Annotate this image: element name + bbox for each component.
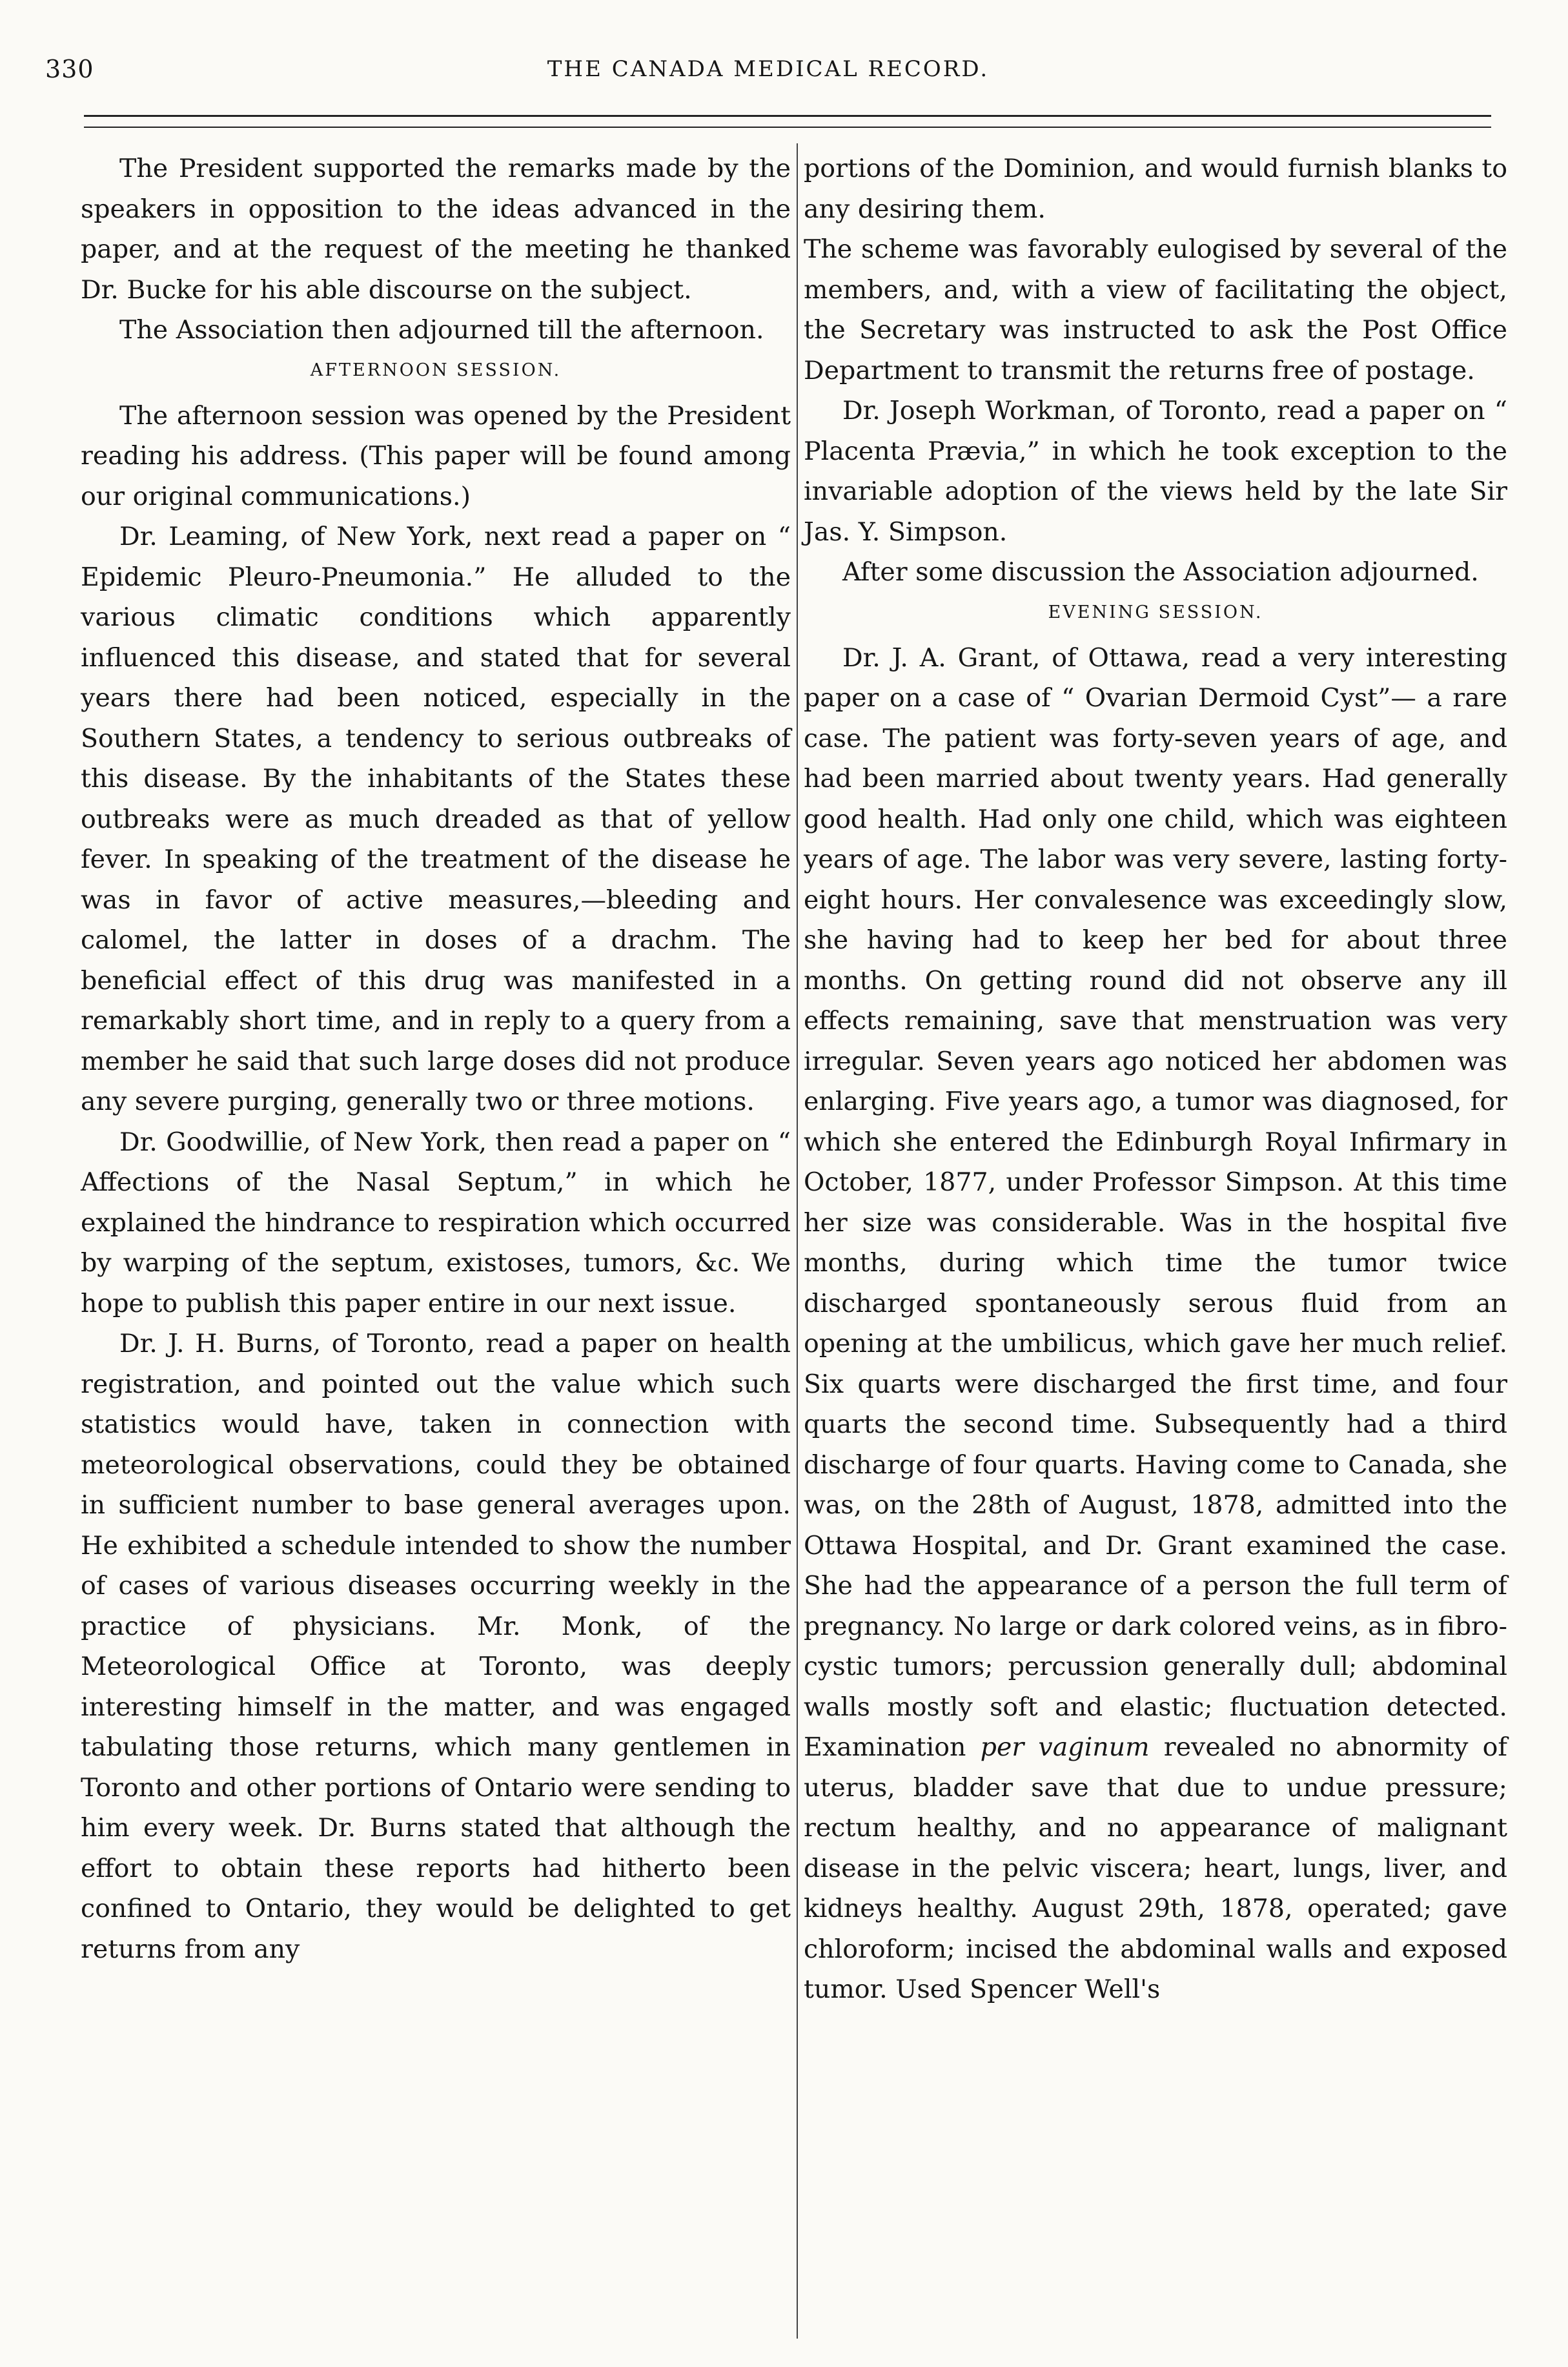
section-heading-afternoon: AFTERNOON SESSION. [310,360,562,380]
paragraph: After some discussion the Association adjourned. [842,557,1479,587]
section-heading-evening: EVENING SESSION. [1048,602,1263,622]
paragraph-text: Dr. J. A. Grant, of Ottawa, read a very interesting paper on a case of “ Ovarian Dermoid Cyst”— a rare case. The patient was forty-seven years of age, and had been married about twenty years. Had generally good health. Had only one child, which was eighteen years of age. The labor was very severe, lasting forty-eight hours. Her convalesence was exceedingly slow, she having had to keep her bed for about three months. On getting round did not observe any ill effects remaining, save that menstruation was very irregular. Seven years ago noticed her abdomen was enlarging. Five years ago, a tumor was diagnosed, for which she entered the Edinburgh Royal Infirmary in October, 1877, under Professor Simpson. At this time her size was considerable. Was in the hospital five months, during which time the tumor twice discharged spontaneously serous fluid from an opening at the umbilicus, which gave her much relief. Six quarts were discharged the first time, and four quarts the second time. Subsequently had a third discharge of four quarts. Having come to Canada, she was, on the 28th of August, 1878, admitted into the Ottawa Hospital, and Dr. Grant examined the case. She had the appearance of a person the full term of pregnancy. No large or dark colored veins, as in fibro-cystic tumors; percussion generally dull; abdominal walls mostly soft and elastic; fluctuation detected. Examination [804,642,1507,1762]
header-rule-top [84,115,1491,117]
page-header [45,55,1491,94]
header-rule-bottom [84,127,1491,128]
paragraph: Dr. Goodwillie, of New York, then read a paper on “ Affections of the Nasal Septum,” in which he explained the hindrance to respiration which occurred by warping of the septum, existoses, tumors, &c. We hope to publish this paper entire in our next issue. [81,1127,791,1318]
paragraph: portions of the Dominion, and would furnish blanks to any desiring them. [804,154,1507,224]
paragraph: Dr. J. H. Burns, of Toronto, read a paper on health registration, and pointed out the value which such statistics would have, taken in connection with meteorological observations, could they be obtained in sufficient number to base general averages upon. He exhibited a schedule intended to show the number of cases of various diseases occurring weekly in the practice of physicians. Mr. Monk, of the Meteorological Office at Toronto, was deeply interesting himself in the matter, and was engaged tabulating those returns, which many gentlemen in Toronto and other portions of Ontario were sending to him every week. Dr. Burns stated that although the effort to obtain these reports had hitherto been confined to Ontario, they would be delighted to get returns from any [81,1329,791,1964]
paragraph: The President supported the remarks made by the speakers in opposition to the ideas advanced in the paper, and at the request of the meeting he thanked Dr. Bucke for his able discourse on the subject. [81,154,791,305]
paragraph: Dr. Joseph Workman, of Toronto, read a paper on “ Placenta Prævia,” in which he took exception to the invariable adoption of the views held by the late Sir Jas. Y. Simpson. [804,396,1507,547]
page-number: 330 [45,55,94,83]
paragraph: The afternoon session was opened by the President reading his address. (This paper will be found among our original communications.) [81,400,791,511]
paragraph [804,638,1507,2010]
paragraph-text: revealed no abnormity of uterus, bladder save that due to undue pressure; rectum healthy, and no appearance of malignant disease in the pelvic viscera; heart, lungs, liver, and kidneys healthy. August 29th, 1878, operated; gave chloroform; incised the abdominal walls and exposed tumor. Used Spencer Well's [804,1732,1507,2004]
left-column [81,149,791,1969]
paragraph: The scheme was favorably eulogised by several of the members, and, with a view of facilitating the object, the Secretary was instructed to ask the Post Office Department to transmit the returns free of postage. [804,234,1507,385]
italic-term: per vaginum [980,1732,1150,1762]
right-column [804,149,1507,2010]
running-title: THE CANADA MEDICAL RECORD. [547,56,990,82]
column-divider [797,143,798,2339]
paragraph: Dr. Leaming, of New York, next read a paper on “ Epidemic Pleuro-Pneumonia.” He alluded to the various climatic conditions which apparently influenced this disease, and stated that for several years there had been noticed, especially in the Southern States, a tendency to serious outbreaks of this disease. By the inhabitants of the States these outbreaks were as much dreaded as that of yellow fever. In speaking of the treatment of the disease he was in favor of active measures,—bleeding and calomel, the latter in doses of a drachm. The beneficial effect of this drug was manifested in a remarkably short time, and in reply to a query from a member he said that such large doses did not produce any severe purging, generally two or three motions. [81,522,791,1116]
paragraph: The Association then adjourned till the afternoon. [119,315,764,345]
